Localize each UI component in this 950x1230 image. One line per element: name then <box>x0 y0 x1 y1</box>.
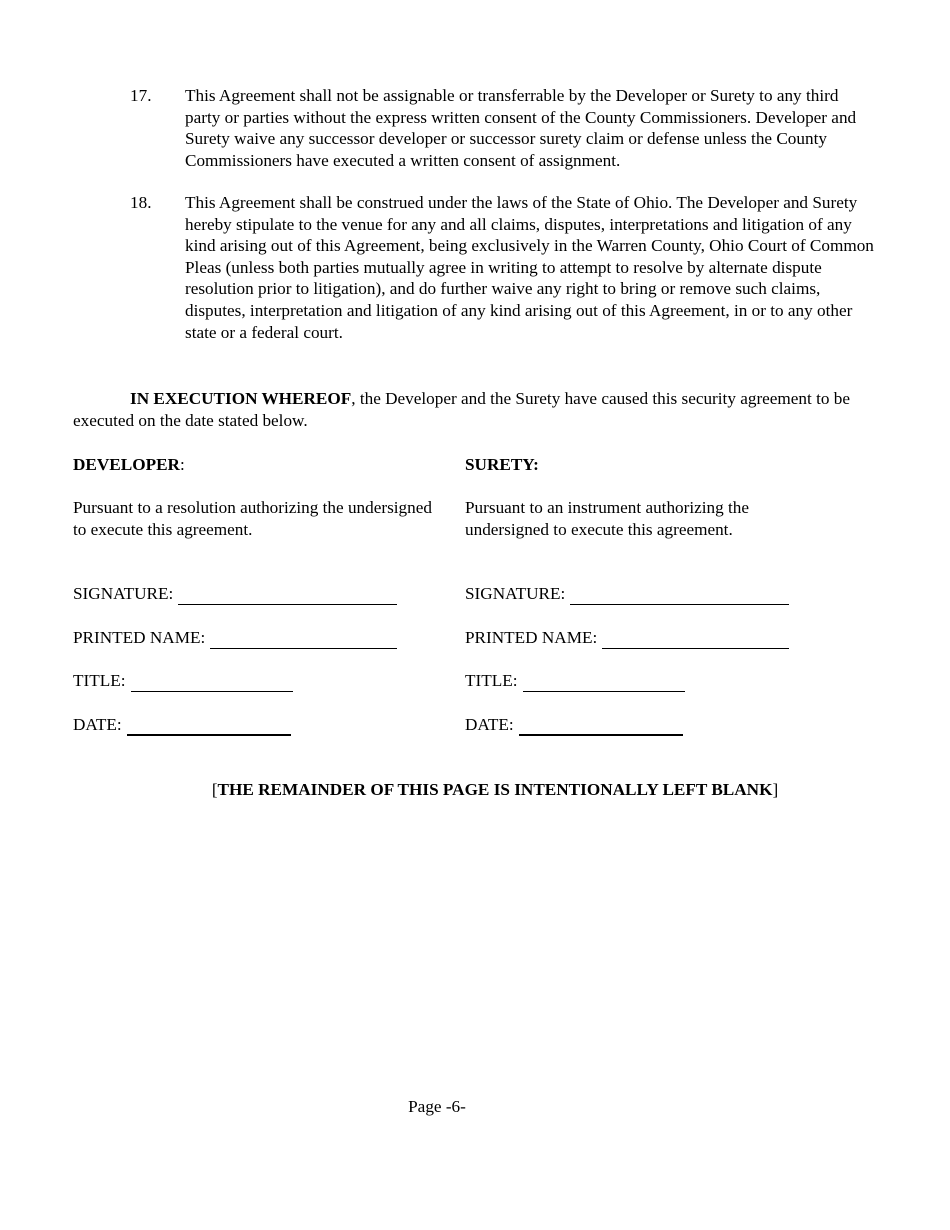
developer-printed-name-line[interactable] <box>210 632 397 649</box>
clause-17 <box>130 85 875 171</box>
developer-date-field <box>73 714 291 736</box>
date-label: DATE: <box>465 715 514 734</box>
surety-date-field <box>465 714 683 736</box>
surety-description: Pursuant to an instrument authorizing the undersigned to execute this agreement. <box>465 498 750 539</box>
developer-signature-line[interactable] <box>178 588 397 605</box>
surety-date-line[interactable] <box>519 718 683 736</box>
whereof-text: , the Developer and the Surety have caused this security agreement to be executed on the date stated below. <box>73 389 850 430</box>
clause-text: This Agreement shall be construed under the laws of the State of Ohio. The Developer and Surety hereby stipulate to the venue for any and all claims, disputes, interpretations and litigation of any kind arising out of this Agreement, being exclusively in the Warren County, Ohio Court of Common Pleas (unless both parties mutually agree in writing to attempt to resolve by alternate dispute resolution prior to litigation), and do further waive any right to bring or remove such claims, disputes, interpretation and litigation of any kind arising out of this Agreement, in or to any other state or a federal court. <box>185 193 874 342</box>
clause-number: 18. <box>130 193 152 212</box>
surety-heading: SURETY: <box>465 455 539 474</box>
developer-description: Pursuant to a resolution authorizing the undersigned to execute this agreement. <box>73 498 432 539</box>
surety-title-line[interactable] <box>523 675 685 692</box>
surety-title-field <box>465 670 685 692</box>
surety-signature-line[interactable] <box>570 588 789 605</box>
clause-number: 17. <box>130 86 152 105</box>
clause-18 <box>130 192 875 343</box>
clause-text: This Agreement shall not be assignable or transferrable by the Developer or Surety to any third party or parties without the express written consent of the County Commissioners. Developer and Surety waive any successor developer or successor surety claim or defense unless the County Commissioners have executed a written consent of assignment. <box>185 86 857 170</box>
intentionally-blank-notice: [THE REMAINDER OF THIS PAGE IS INTENTIONALLY LEFT BLANK] <box>211 780 779 799</box>
surety-signature-field <box>465 583 789 605</box>
developer-title-field <box>73 670 293 692</box>
printed-name-label: PRINTED NAME: <box>73 628 206 647</box>
page-number: Page -6- <box>408 1097 466 1116</box>
surety-printed-name-line[interactable] <box>602 632 789 649</box>
developer-heading: DEVELOPER: <box>73 455 185 474</box>
whereof-lead: IN EXECUTION WHEREOF <box>130 389 352 408</box>
printed-name-label: PRINTED NAME: <box>465 628 598 647</box>
title-label: TITLE: <box>465 671 518 690</box>
developer-title-line[interactable] <box>131 675 293 692</box>
date-label: DATE: <box>73 715 122 734</box>
signature-label: SIGNATURE: <box>465 584 566 603</box>
developer-date-line[interactable] <box>127 718 291 736</box>
developer-signature-field <box>73 583 397 605</box>
execution-whereof-paragraph <box>73 388 878 431</box>
surety-printed-name-field <box>465 627 789 649</box>
developer-printed-name-field <box>73 627 397 649</box>
signature-label: SIGNATURE: <box>73 584 174 603</box>
title-label: TITLE: <box>73 671 126 690</box>
